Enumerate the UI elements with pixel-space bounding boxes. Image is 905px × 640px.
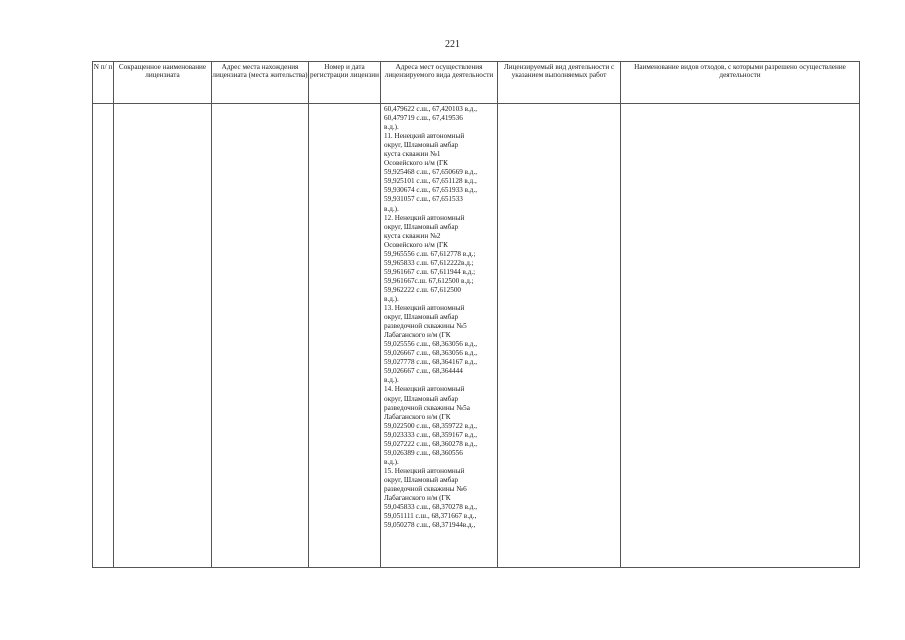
activity-site-line: разведочной скважины №5 — [384, 322, 467, 331]
activity-site-line: Осовейского н/м (ГК — [384, 159, 448, 168]
activity-site-line: 14. Ненецкий автономный — [384, 385, 465, 394]
activity-site-line: куста скважин №1 — [384, 150, 441, 159]
activity-site-line: округ, Шламовый амбар — [384, 141, 459, 150]
cell-licensee — [114, 104, 212, 568]
activity-site-line: 59,025556 с.ш., 68,363056 в.д., — [384, 340, 478, 349]
cell-waste-types — [621, 104, 860, 568]
table-row — [93, 104, 860, 568]
activity-site-line: 59,965833 с.ш. 67,612222в.д.; — [384, 258, 474, 267]
activity-site-line: 59,925468 с.ш., 67,650669 в.д., — [384, 168, 478, 177]
page-number: 221 — [445, 39, 460, 50]
activity-site-line: разведочной скважины №6 — [384, 484, 467, 493]
header-row — [93, 62, 860, 104]
activity-site-line: 59,961667с.ш. 67,612500 в.д.; — [384, 276, 474, 285]
activity-site-line: 59,961667 с.ш. 67,611944 в.д.; — [384, 267, 476, 276]
activity-site-line: Лабаганского н/м (ГК — [384, 412, 451, 421]
activity-sites-text — [381, 104, 497, 530]
activity-site-line: в.д.). — [384, 294, 399, 303]
activity-site-line: 59,027778 с.ш., 68,364167 в.д., — [384, 358, 478, 367]
activity-site-line: Осовейского н/м (ГК — [384, 240, 448, 249]
activity-site-line: 60,479622 с.ш., 67,420103 в.д., — [384, 105, 478, 113]
activity-site-line: округ, Шламовый амбар — [384, 394, 459, 403]
header-number: N п/ п — [93, 62, 114, 104]
activity-site-line: 60,479719 с.ш., 67,419536 — [384, 114, 463, 123]
activity-site-line: в.д.). — [384, 457, 399, 466]
activity-site-line: в.д.). — [384, 376, 399, 385]
header-licensee-address: Адрес места нахождения лицензиата (места жительства) — [212, 62, 309, 104]
header-activity-type: Лицензируемый вид деятельности с указанием выполняемых работ — [498, 62, 621, 104]
header-waste-types: Наименование видов отходов, с которыми разрешено осуществление деятельности — [621, 62, 860, 104]
activity-site-line: округ, Шламовый амбар — [384, 313, 459, 322]
activity-site-line: 59,026389 с.ш., 68,360556 — [384, 448, 463, 457]
header-activity-sites: Адреса мест осуществления лицензируемого вида деятельности — [381, 62, 498, 104]
activity-site-line: 59,022500 с.ш., 68,359722 в.д., — [384, 421, 478, 430]
cell-license-reg — [309, 104, 381, 568]
activity-site-line: Лабаганского н/м (ГК — [384, 331, 451, 340]
activity-site-line: 59,026667 с.ш., 68,363056 в.д., — [384, 349, 478, 358]
cell-activity-sites — [381, 104, 498, 568]
activity-site-line: 11. Ненецкий автономный — [384, 132, 465, 141]
cell-activity-type — [498, 104, 621, 568]
activity-site-line: 59,023333 с.ш., 68,359167 в.д., — [384, 430, 478, 439]
activity-site-line: округ, Шламовый амбар — [384, 222, 459, 231]
activity-site-line: 15. Ненецкий автономный — [384, 466, 465, 475]
cell-licensee-address — [212, 104, 309, 568]
activity-site-line: 59,051111 с.ш., 68,371667 в.д., — [384, 512, 477, 521]
activity-site-line: 59,965556 с.ш. 67,612778 в.д.; — [384, 249, 476, 258]
header-license-reg: Номер и дата регистрации лицензии — [309, 62, 381, 104]
activity-site-line: 12. Ненецкий автономный — [384, 213, 465, 222]
activity-site-line: 59,050278 с.ш., 68,371944в.д., — [384, 521, 476, 530]
activity-site-line: 59,930674 с.ш., 67,651933 в.д., — [384, 186, 478, 195]
activity-site-line: 59,931057 с.ш., 67,651533 — [384, 195, 463, 204]
activity-site-line: 13. Ненецкий автономный — [384, 304, 465, 313]
activity-site-line: округ, Шламовый амбар — [384, 475, 459, 484]
license-table — [92, 61, 860, 568]
activity-site-line: куста скважин №2 — [384, 231, 441, 240]
activity-site-line: Лабаганского н/м (ГК — [384, 494, 451, 503]
activity-site-line: в.д.). — [384, 204, 399, 213]
activity-site-line: 59,045833 с.ш., 68,370278 в.д., — [384, 503, 478, 512]
header-licensee: Сокращенное наименование лицензиата — [114, 62, 212, 104]
cell-number — [93, 104, 114, 568]
activity-site-line: 59,026667 с.ш., 68,364444 — [384, 367, 463, 376]
activity-site-line: в.д.). — [384, 123, 399, 132]
activity-site-line: 59,962222 с.ш. 67,612500 — [384, 285, 462, 294]
activity-site-line: разведочной скважины №5а — [384, 403, 470, 412]
activity-site-line: 59,925101 с.ш., 67,651128 в.д., — [384, 177, 477, 186]
activity-site-line: 59,027222 с.ш., 68,360278 в.д., — [384, 439, 478, 448]
